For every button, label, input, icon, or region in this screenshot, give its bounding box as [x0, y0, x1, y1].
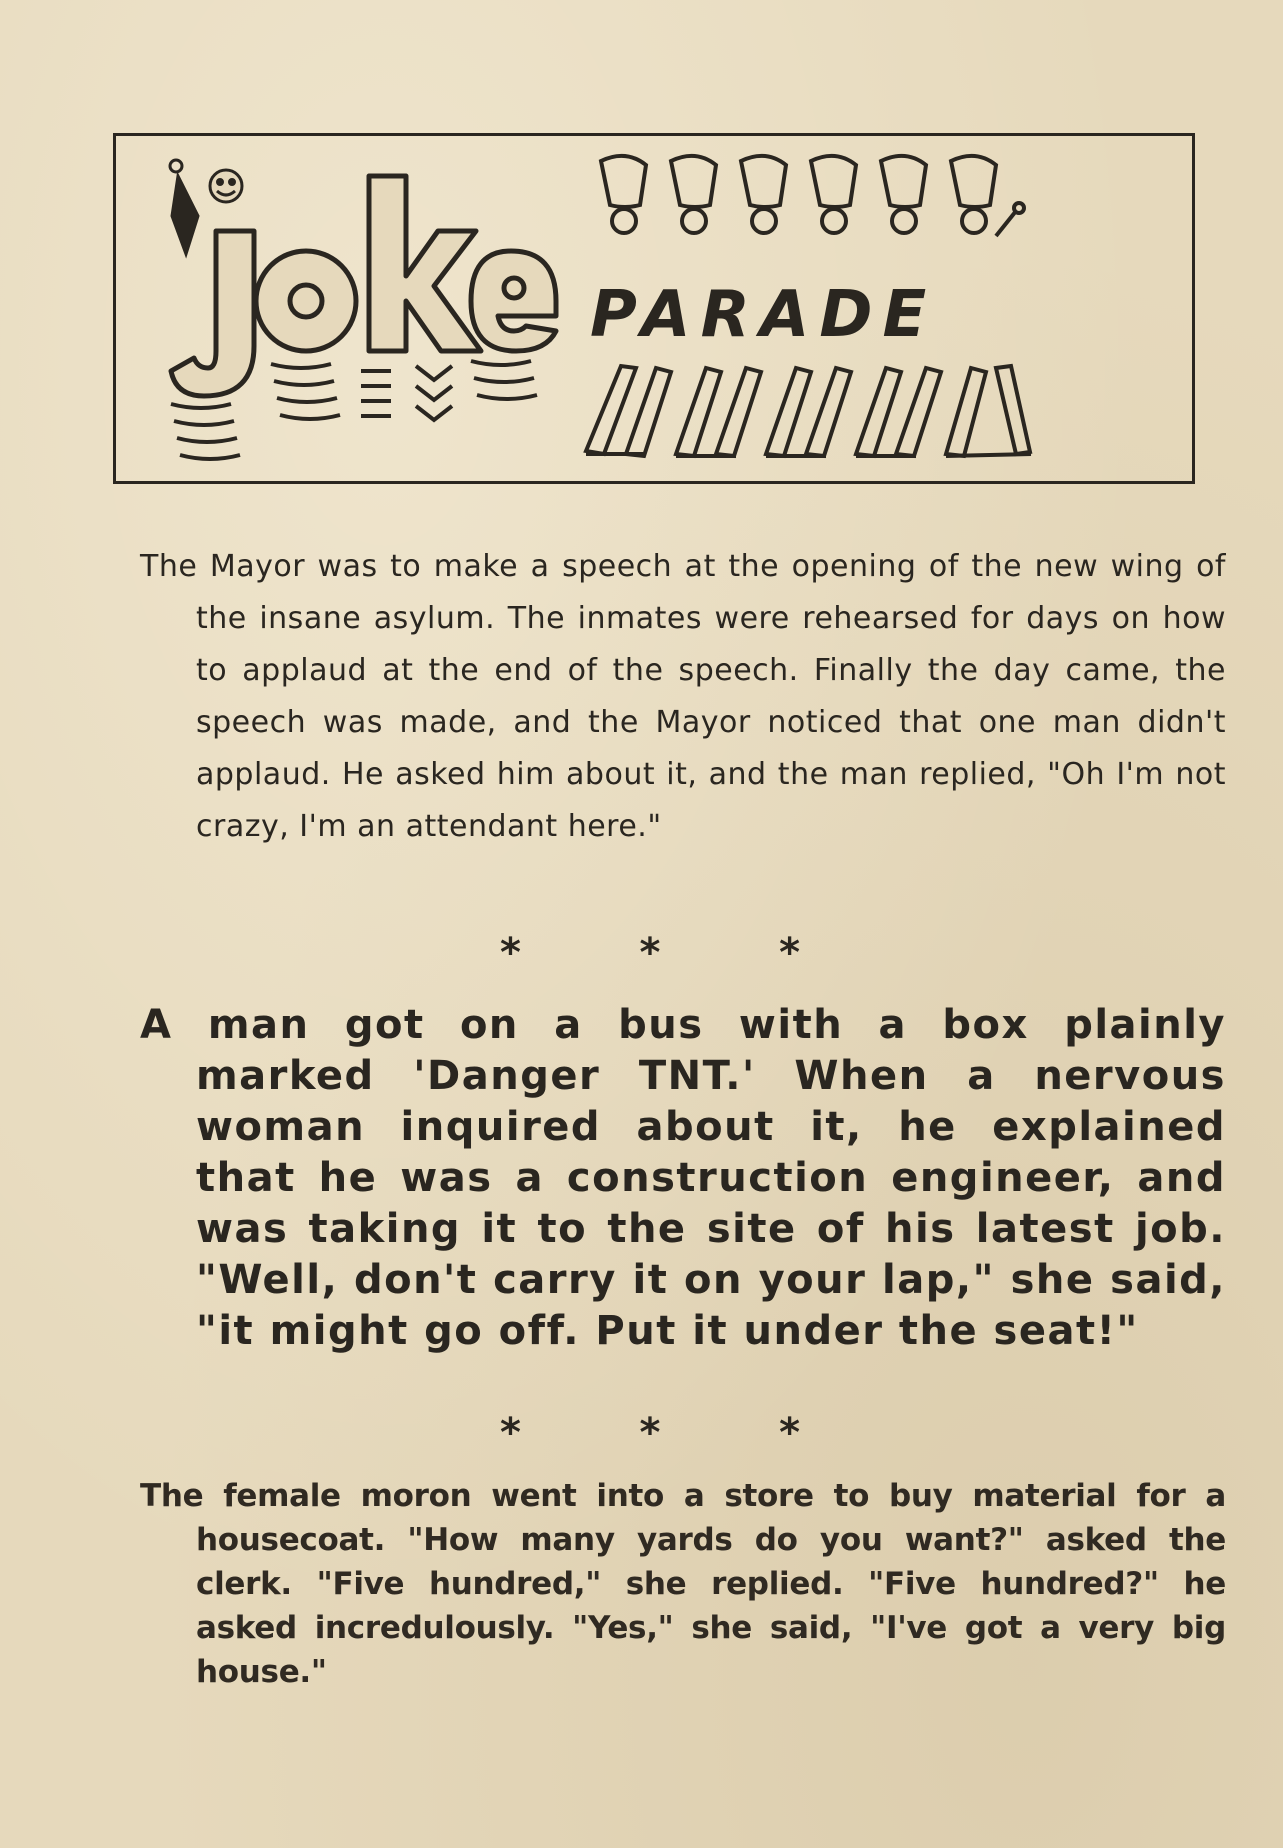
joke-parade-logo — [116, 136, 1192, 481]
joke-parade-header — [113, 133, 1195, 484]
joke-moron-paragraph: The female moron went into a store to buy material for a housecoat. "How many yards do you want?" asked the clerk. "Five hundred," she replied. "Five hundred?" he asked incredulously. "Yes," she said, "I've got a very big house." — [140, 1478, 1226, 1690]
asterisk: * — [639, 930, 661, 976]
marching-legs-icon — [586, 366, 1031, 456]
separator-asterisks — [500, 930, 800, 976]
asterisk: * — [500, 930, 521, 976]
parade-title: PARADE — [590, 278, 937, 352]
asterisk: * — [779, 1410, 800, 1456]
separator-asterisks — [500, 1410, 800, 1456]
joke-mayor-paragraph: The Mayor was to make a speech at the opening of the new wing of the insane asylum. The inmates were rehearsed for days on how to applaud at the end of the speech. Finally the day came, the speech was made, and the Mayor noticed that one man didn't applaud. He asked him about it, and the man replied, "Oh I'm not crazy, I'm an attendant here." — [140, 549, 1226, 844]
joke-tnt-paragraph: A man got on a bus with a box plainly marked 'Danger TNT.' When a nervous woman inquired about it, he explained that he was a construction engineer, and was taking it to the site of his latest job. "Well, don't carry it on your lap," she said, "it might go off. Put it under the seat!" — [140, 1002, 1226, 1354]
asterisk: * — [500, 1410, 521, 1456]
asterisk: * — [779, 930, 800, 976]
marching-heads-icon — [601, 156, 1024, 236]
asterisk: * — [639, 1410, 661, 1456]
